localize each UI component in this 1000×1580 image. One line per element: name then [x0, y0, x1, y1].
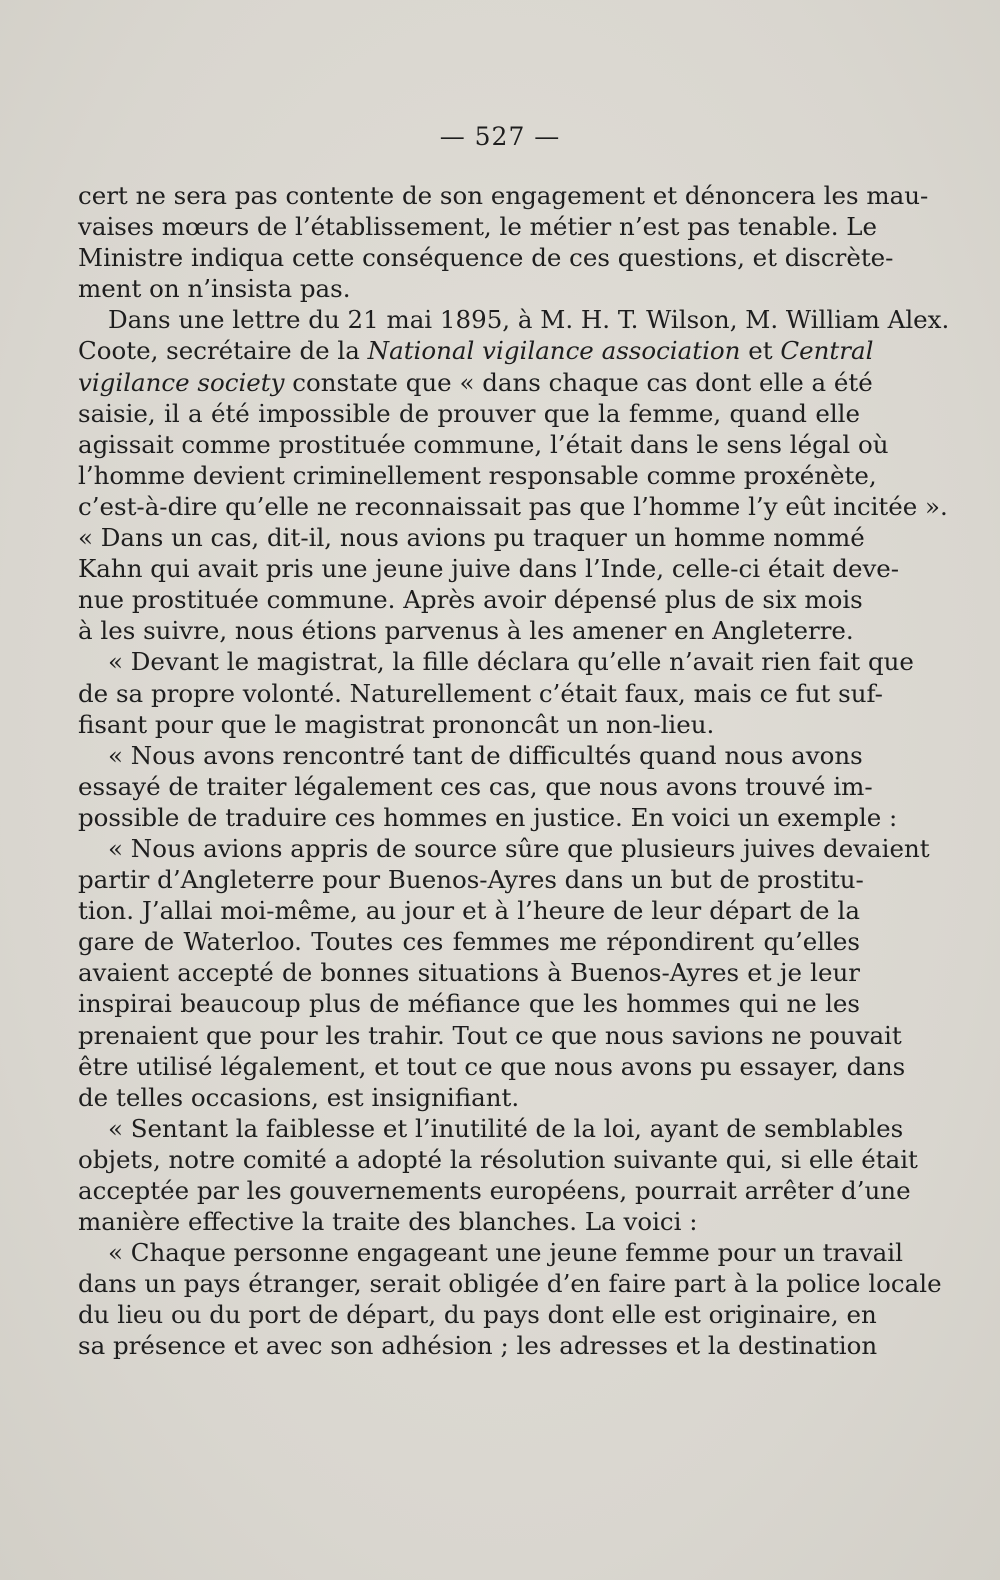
text-line: agissait comme prostituée commune, l’était dans le sens légal où [78, 429, 889, 459]
text-line: fisant pour que le magistrat prononcât un non-lieu. [78, 709, 715, 739]
text-line: c’est-à-dire qu’elle ne reconnaissait pas que l’homme l’y eût incitée ». [78, 491, 948, 521]
text-line: possible de traduire ces hommes en justice. En voici un exemple : [78, 802, 898, 832]
text-line: saisie, il a été impossible de prouver que la femme, quand elle [78, 398, 860, 428]
text-line: acceptée par les gouvernements européens, pourrait arrêter d’une [78, 1176, 911, 1205]
text-line: cert ne sera pas contente de son engagement et dénoncera les mau- [78, 181, 929, 210]
italic-segment: Central [780, 336, 874, 366]
text-line: partir d’Angleterre pour Buenos-Ayres dans un but de prostitu- [78, 865, 864, 895]
text-line: « Chaque personne engageant une jeune femme pour un travail [108, 1238, 903, 1268]
text-line: « Nous avions appris de source sûre que plusieurs juives devaient [108, 833, 930, 863]
text-line: à les suivre, nous étions parvenus à les amener en Angleterre. [78, 616, 854, 646]
text-line: Kahn qui avait pris une jeune juive dans l’Inde, celle-ci était deve- [78, 554, 900, 584]
text-line: nue prostituée commune. Après avoir dépensé plus de six mois [78, 585, 863, 615]
text-line: sa présence et avec son adhésion ; les adresses et la destination [78, 1331, 878, 1361]
text-line: « Devant le magistrat, la fille déclara qu’elle n’avait rien fait que [108, 647, 914, 677]
text-line: tion. J’allai moi-même, au jour et à l’heure de leur départ de la [78, 896, 860, 926]
text-line: ment on n’insista pas. [78, 274, 351, 304]
text-line: essayé de traiter légalement ces cas, que nous avons trouvé im- [78, 771, 873, 801]
text-segment: et [740, 336, 781, 366]
text-line: objets, notre comité a adopté la résolution suivante qui, si elle était [78, 1144, 918, 1174]
text-line: de sa propre volonté. Naturellement c’était faux, mais ce fut suf- [78, 678, 883, 708]
text-line [78, 335, 874, 366]
text-line: Ministre indiqua cette conséquence de ces questions, et discrète- [78, 243, 894, 273]
page-number: — 527 — [439, 122, 561, 151]
text-line: dans un pays étranger, serait obligée d’en faire part à la police locale [78, 1269, 942, 1299]
text-line [78, 367, 873, 398]
text-line: manière effective la traite des blanches. La voici : [78, 1207, 698, 1237]
text-segment: Coote, secrétaire de la [78, 336, 368, 366]
text-segment: constate que « dans chaque cas dont elle a été [284, 367, 873, 397]
italic-segment: vigilance society [78, 367, 285, 397]
body-text [78, 180, 950, 1362]
text-line: être utilisé légalement, et tout ce que nous avons pu essayer, dans [78, 1051, 906, 1081]
text-line: gare de Waterloo. Toutes ces femmes me répondirent qu’elles [78, 927, 860, 957]
text-line: inspirai beaucoup plus de méfiance que les hommes qui ne les [78, 989, 860, 1019]
italic-segment: National vigilance association [367, 336, 741, 366]
text-line: « Dans un cas, dit-il, nous avions pu traquer un homme nommé [78, 523, 865, 553]
text-line: avaient accepté de bonnes situations à Buenos-Ayres et je leur [78, 958, 860, 988]
text-line: de telles occasions, est insignifiant. [78, 1082, 520, 1112]
text-line: l’homme devient criminellement responsable comme proxénète, [78, 460, 877, 490]
text-line: prenaient que pour les trahir. Tout ce que nous savions ne pouvait [78, 1020, 902, 1050]
text-line: vaises mœurs de l’établissement, le métier n’est pas tenable. Le [78, 212, 878, 242]
text-line: « Nous avons rencontré tant de difficultés quand nous avons [108, 740, 863, 770]
text-line: du lieu ou du port de départ, du pays dont elle est originaire, en [78, 1300, 877, 1330]
text-line: « Sentant la faiblesse et l’inutilité de la loi, ayant de semblables [108, 1113, 904, 1143]
text-line: Dans une lettre du 21 mai 1895, à M. H. T. Wilson, M. William Alex. [108, 305, 950, 335]
